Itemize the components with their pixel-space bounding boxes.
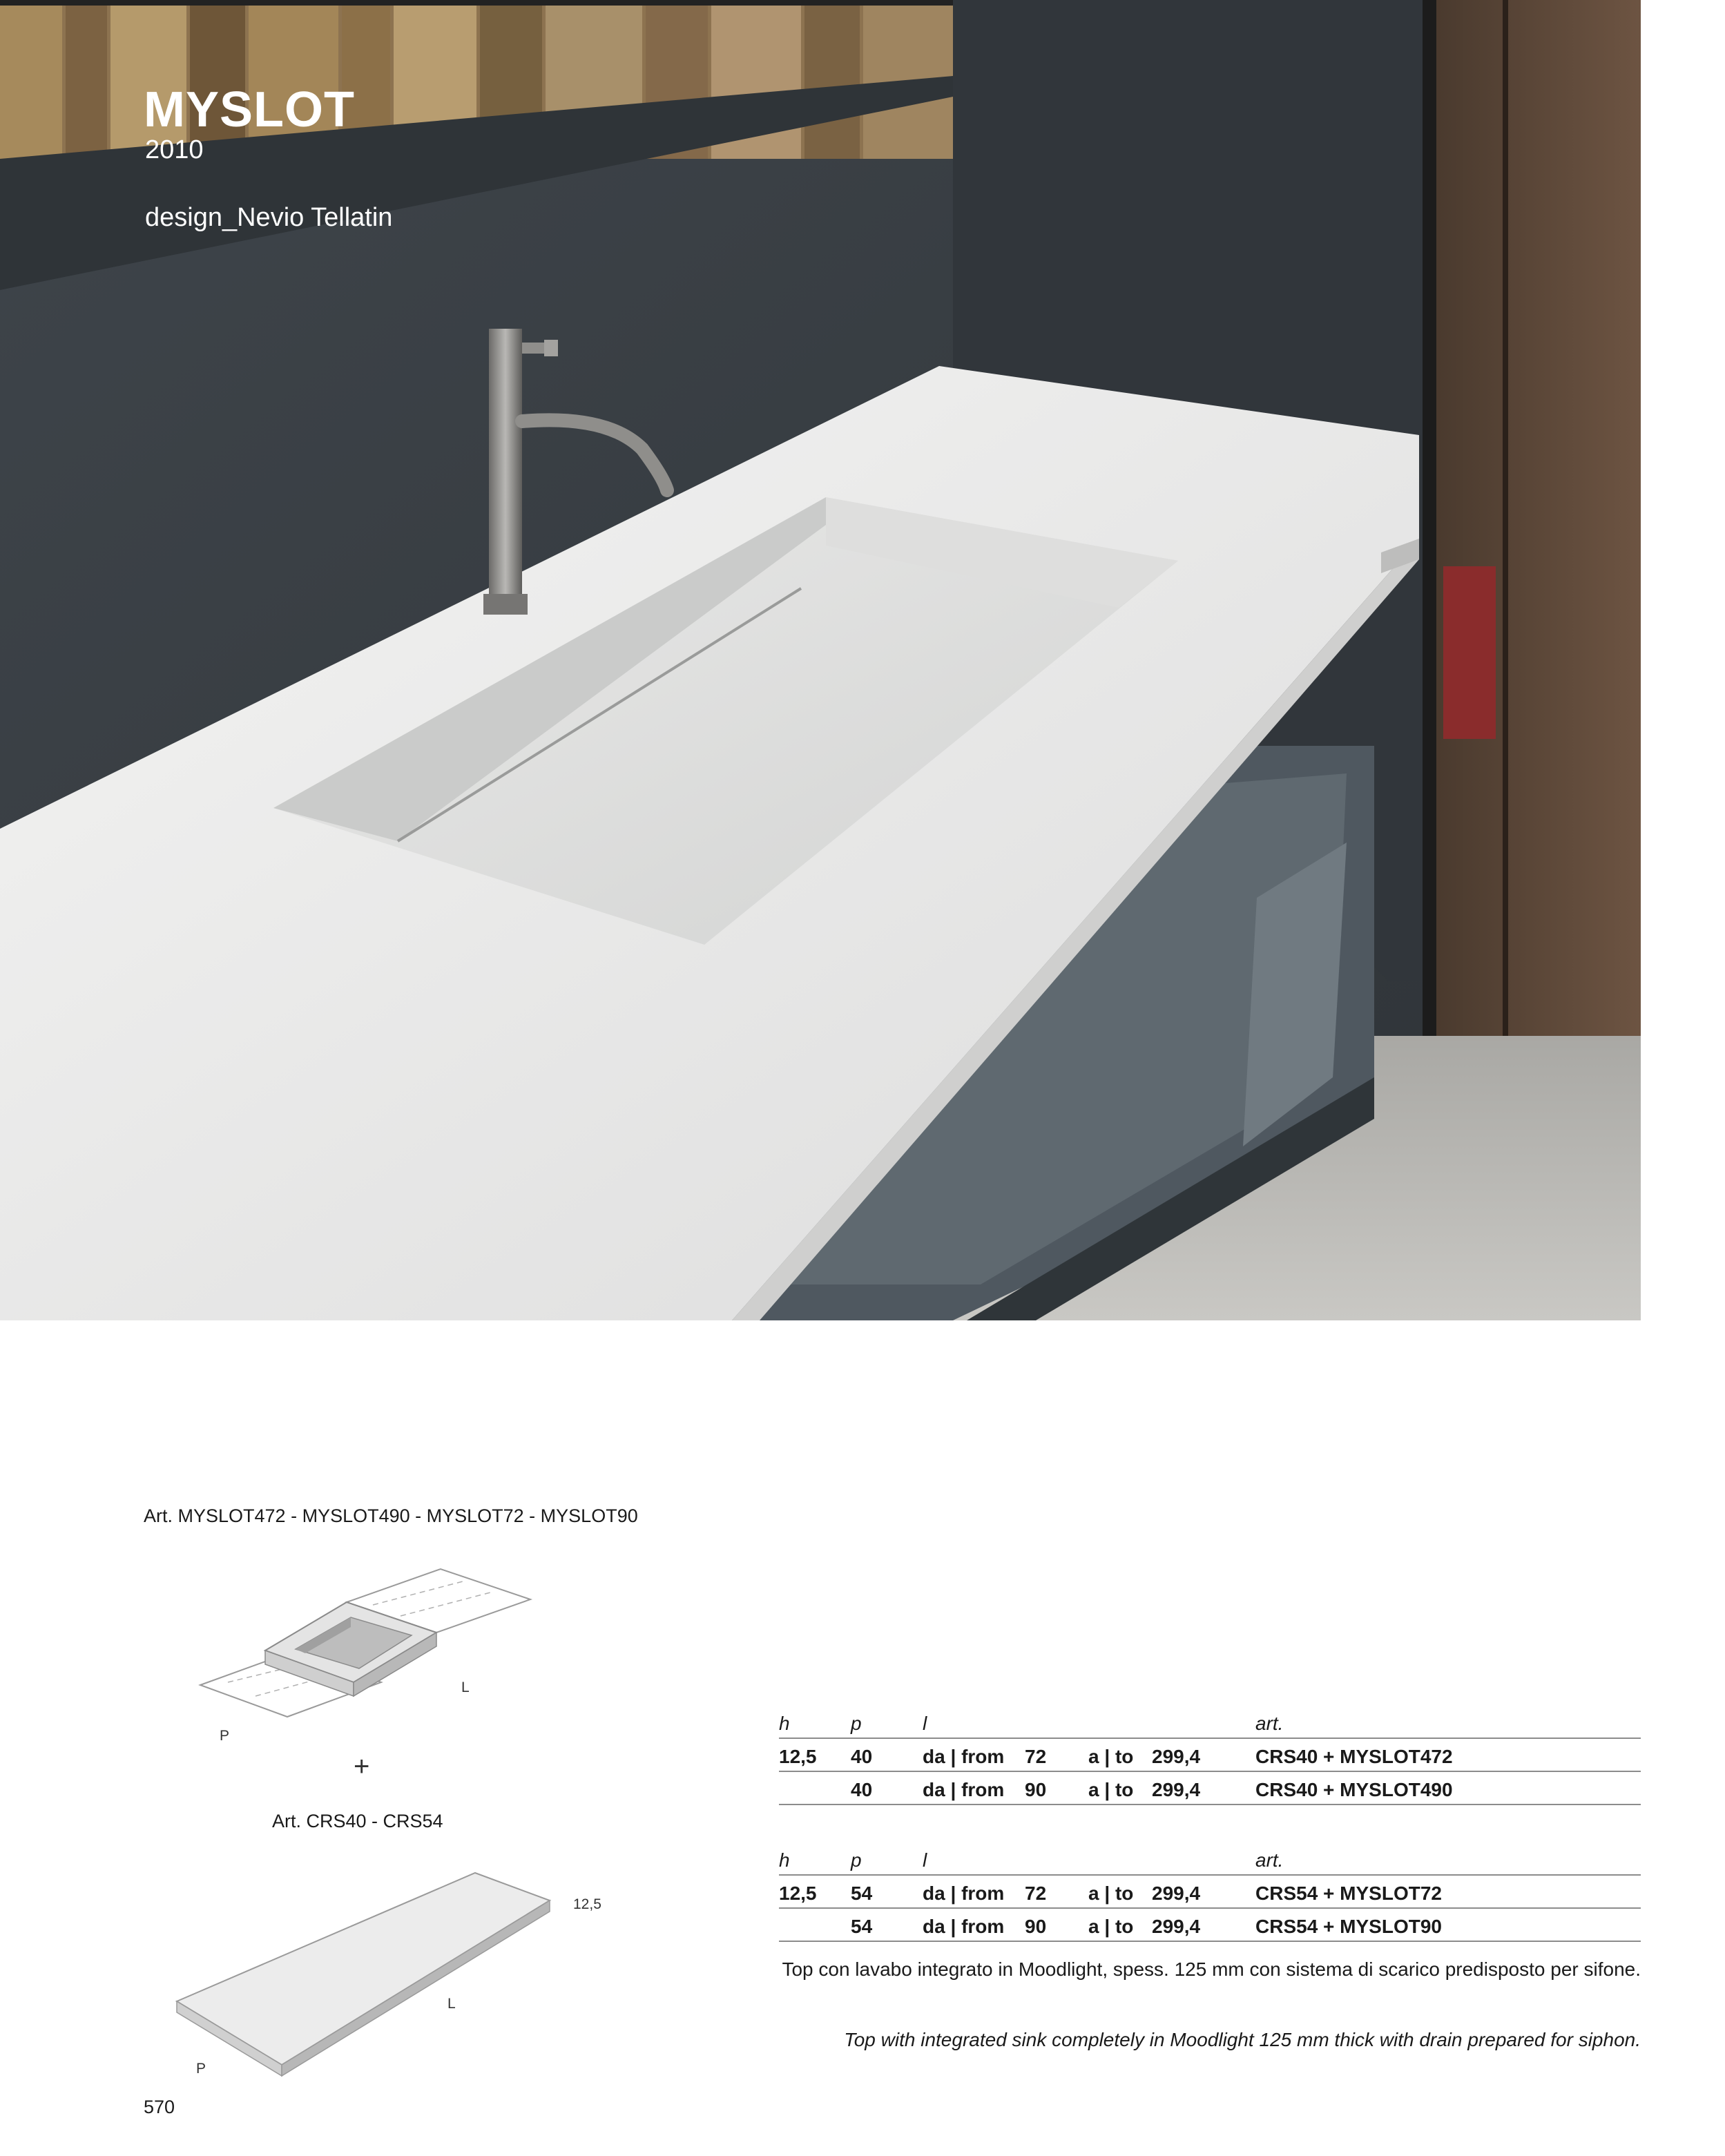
article-codes-top: Art. MYSLOT472 - MYSLOT490 - MYSLOT72 - MYSLOT90 <box>144 1505 638 1526</box>
cell-to-label: a | to <box>1088 1883 1134 1904</box>
cell-art: CRS54 + MYSLOT72 <box>1255 1883 1442 1904</box>
header-h: h <box>779 1713 790 1734</box>
cell-to-label: a | to <box>1088 1779 1134 1800</box>
plus-sign: + <box>354 1751 370 1782</box>
header-h: h <box>779 1849 790 1871</box>
block-height-label: 12,5 <box>573 1896 601 1912</box>
cell-art: CRS54 + MYSLOT90 <box>1255 1916 1442 1937</box>
sink-top-drawing <box>193 1561 552 1768</box>
sink-length-label: L <box>461 1679 470 1695</box>
table-row <box>779 1909 1641 1942</box>
cell-h: 12,5 <box>779 1883 817 1904</box>
cell-to-label: a | to <box>1088 1916 1134 1937</box>
cell-h: 12,5 <box>779 1746 817 1767</box>
header-art: art. <box>1255 1713 1284 1734</box>
table-header <box>779 1842 1641 1876</box>
description-english: Top with integrated sink completely in Moodlight 125 mm thick with drain prepared for siphon. <box>844 2029 1641 2050</box>
cell-to-label: a | to <box>1088 1746 1134 1767</box>
table-header <box>779 1706 1641 1739</box>
block-depth-label: P <box>196 2061 206 2077</box>
table-row <box>779 1876 1641 1909</box>
product-title: MYSLOT <box>144 82 355 137</box>
sink-depth-label: P <box>220 1728 230 1744</box>
cell-to: 299,4 <box>1152 1883 1201 1904</box>
cell-from-label: da | from <box>923 1916 1005 1937</box>
cell-from: 90 <box>1025 1779 1047 1800</box>
cell-art: CRS40 + MYSLOT472 <box>1255 1746 1453 1767</box>
cell-p: 40 <box>851 1746 873 1767</box>
cell-from-label: da | from <box>923 1779 1005 1800</box>
page-number: 570 <box>144 2097 175 2117</box>
cell-art: CRS40 + MYSLOT490 <box>1255 1779 1453 1800</box>
cell-p: 54 <box>851 1883 873 1904</box>
spec-table-40 <box>779 1706 1641 1805</box>
table-row <box>779 1739 1641 1772</box>
header-l: l <box>923 1849 927 1871</box>
cell-from: 72 <box>1025 1746 1047 1767</box>
cell-to: 299,4 <box>1152 1916 1201 1937</box>
support-block-drawing <box>173 1865 559 2086</box>
cell-from-label: da | from <box>923 1883 1005 1904</box>
header-art: art. <box>1255 1849 1284 1871</box>
block-length-label: L <box>447 1996 456 2012</box>
product-year: 2010 <box>145 135 204 164</box>
header-p: p <box>851 1713 862 1734</box>
article-codes-crs: Art. CRS40 - CRS54 <box>272 1811 443 1831</box>
cell-from: 90 <box>1025 1916 1047 1937</box>
header-l: l <box>923 1713 927 1734</box>
cell-p: 40 <box>851 1779 873 1800</box>
cell-to: 299,4 <box>1152 1746 1201 1767</box>
table-row <box>779 1772 1641 1805</box>
spec-table-54 <box>779 1842 1641 1942</box>
cell-from-label: da | from <box>923 1746 1005 1767</box>
cell-to: 299,4 <box>1152 1779 1201 1800</box>
header-p: p <box>851 1849 862 1871</box>
cell-from: 72 <box>1025 1883 1047 1904</box>
designer-credit: design_Nevio Tellatin <box>145 203 393 232</box>
description-italian: Top con lavabo integrato in Moodlight, spess. 125 mm con sistema di scarico predisposto per sifone. <box>782 1958 1641 1980</box>
cell-p: 54 <box>851 1916 873 1937</box>
